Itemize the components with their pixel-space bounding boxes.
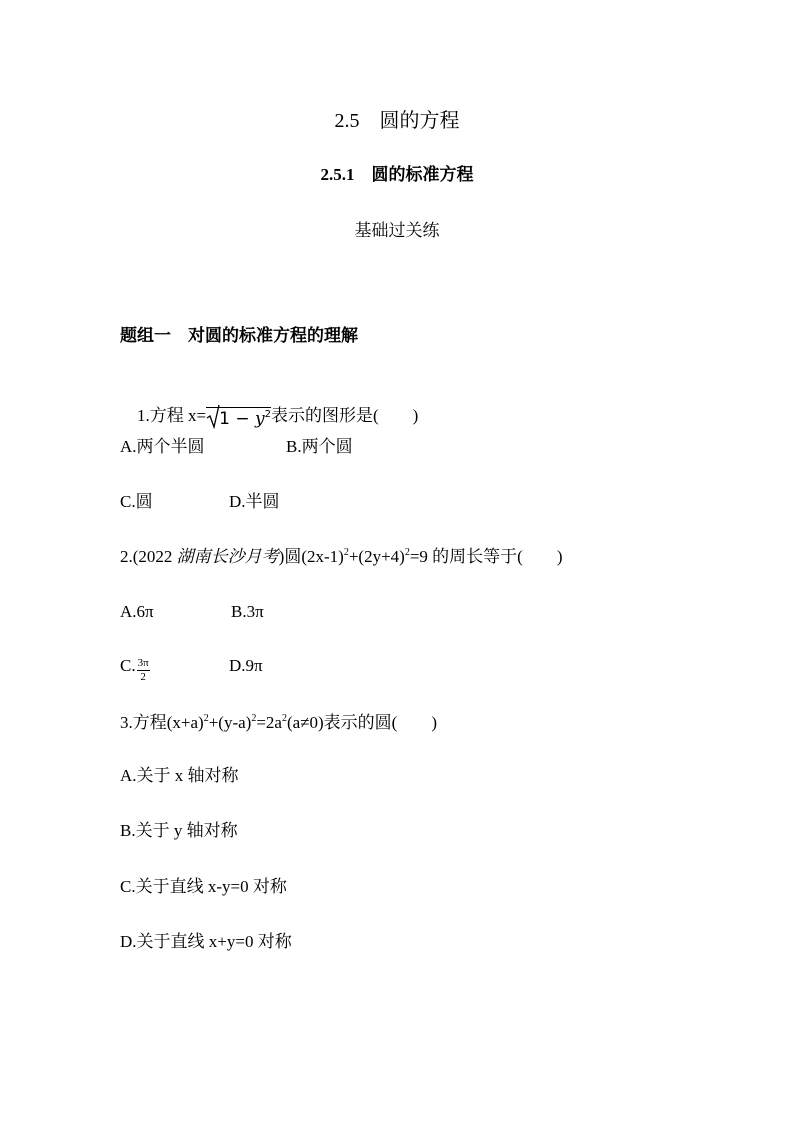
radical-sign-icon [206, 403, 220, 429]
exercise-subtitle: 基础过关练 [354, 221, 440, 240]
q2-option-a: A.6π [120, 602, 154, 621]
question-3-text: 3.方程(x+a) [120, 713, 204, 732]
question-1-suffix: 表示的图形是( ) [270, 406, 419, 425]
exponent: 2 [203, 713, 209, 724]
chapter-title: 2.5 圆的方程 [334, 110, 460, 132]
q1-option-b: B.两个圆 [286, 437, 353, 456]
q3-option-a: A.关于 x 轴对称 [120, 766, 239, 785]
exponent: 2 [404, 547, 410, 558]
fraction-denominator: 2 [140, 671, 146, 683]
exponent: 2 [251, 713, 257, 724]
exponent: 2 [281, 713, 287, 724]
q2-option-d: D.9π [229, 656, 263, 675]
exponent: 2 [343, 547, 349, 558]
question-2-source: 湖南长沙月考 [176, 547, 279, 566]
group-title: 题组一 对圆的标准方程的理解 [120, 326, 358, 345]
q1-option-d: D.半圆 [229, 492, 280, 511]
q3-option-b: B.关于 y 轴对称 [120, 821, 238, 840]
fraction-numerator: 3π [137, 657, 149, 669]
radicand-term: 1 − [219, 409, 255, 429]
question-3 [120, 711, 437, 735]
q2-option-c [120, 654, 150, 684]
question-2-prefix: 2.(2022 [120, 547, 177, 566]
question-2-text: +(2y+4) [348, 547, 405, 566]
question-3-text: =2a [256, 713, 282, 732]
option-label: C. [120, 656, 136, 675]
q1-option-a: A.两个半圆 [120, 437, 205, 456]
question-3-text: +(y-a) [208, 713, 252, 732]
question-2-text: )圆(2x-1) [278, 547, 344, 566]
question-2 [120, 545, 563, 569]
question-1-prefix: 1.方程 x= [137, 406, 207, 425]
radicand-variable: y [254, 409, 265, 429]
q1-option-c: C.圆 [120, 492, 153, 511]
radicand-exponent: 2 [264, 409, 271, 420]
q3-option-d: D.关于直线 x+y=0 对称 [120, 932, 292, 951]
fraction [137, 657, 150, 684]
q3-option-c: C.关于直线 x-y=0 对称 [120, 877, 287, 896]
sqrt-expression [206, 406, 271, 431]
q2-option-b: B.3π [231, 602, 264, 621]
section-title: 2.5.1 圆的标准方程 [320, 165, 474, 184]
question-2-text: =9 的周长等于( ) [409, 547, 563, 566]
question-3-text: (a≠0)表示的圆( ) [286, 713, 438, 732]
